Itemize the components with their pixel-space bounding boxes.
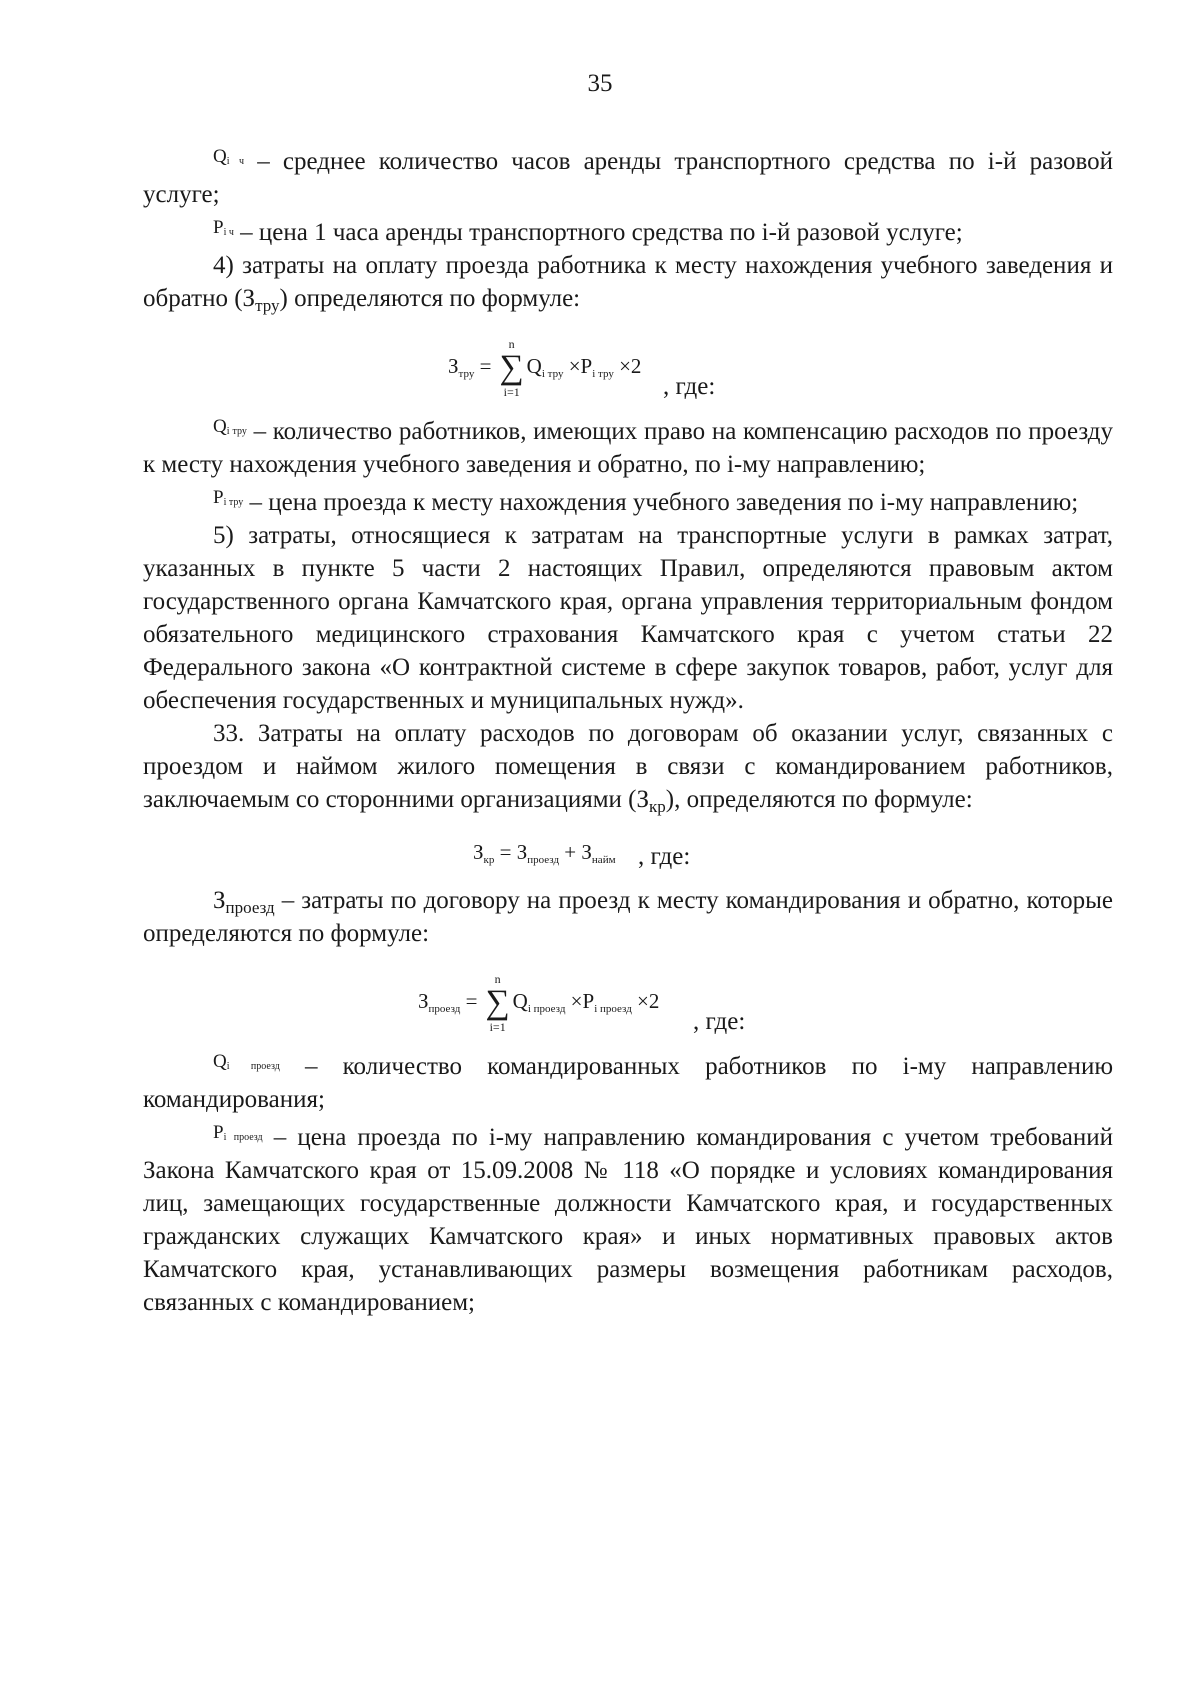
item-4-paragraph: 4) затраты на оплату проезда работника к месту нахождения учебного заведения и обратно $(З_{тру})$ определяются по формуле: xyxy=(143,252,1113,315)
sum-symbol: n ∑ i=1 xyxy=(499,337,524,400)
definition-q-tru: $^{Q_{i тру}}$ – количество работников, имеющих право на компенсацию расходов по проезду к месту нахождения учебного заведения и обратно, по i-му направлению; xyxy=(143,416,1113,478)
symbol: Qi ч xyxy=(213,146,244,167)
document-body xyxy=(143,140,1113,1319)
clause-33-paragraph: 33. Затраты на оплату расходов по договорам об оказании услуг, связанных с проездом и наймом жилого помещения в связи с командированием работников, заключаемым со сторонними организациями $(З_{кр})$, определяются по формуле: xyxy=(143,720,1113,816)
formula-travel-cost: Зпроезд = n ∑ i=1 Qi проезд ×Pi проезд ×2 , где: xyxy=(143,950,1113,1045)
definition-p-proezd: $^{P_{i проезд}}$ – цена проезда по i-му направлению командирования с учетом требований Закона Камчатского края от 15.09.2008 № 118 «О порядке и условиях командирования лиц, замещающих государственные должности Камчатского края, и государственных гражданских служащих Камчатского края» и иных нормативных правовых актов Камчатского края, устанавливающих размеры возмещения работникам расходов, связанных с командированием; xyxy=(143,1122,1114,1316)
formula-where: , где: xyxy=(638,843,691,870)
definition-p-tru: $^{P_{i тру}}$ – цена проезда к месту нахождения учебного заведения по i-му направлению; xyxy=(213,487,1079,516)
item-5-paragraph: 5) затраты, относящиеся к затратам на транспортные услуги в рамках затрат, указанных в пункте 5 части 2 настоящих Правил, определяются правовым актом государственного органа Камчатского края, органа управления территориальным фондом обязательного медицинского страхования Камчатского края с учетом статьи 22 Федерального закона «О контрактной системе в сфере закупок товаров, работ, услуг для обеспечения государственных и муниципальных нужд». xyxy=(143,522,1113,714)
formula-where: , где: xyxy=(693,1008,746,1035)
formula-business-trip-total: Зкр = Зпроезд + Знайм , где: xyxy=(143,816,1113,884)
definition-q-hour: $^{Q_{i ч}}$ – среднее количество часов аренды транспортного средства по i-й разовой услуге; xyxy=(143,146,1113,208)
page-number: 35 xyxy=(587,70,613,97)
symbol: Qi тру xyxy=(213,416,247,437)
symbol: Pi ч xyxy=(213,217,234,238)
formula-where: , где: xyxy=(663,373,716,400)
definition-q-proezd: $^{Q_{i проезд}}$ – количество командированных работников по i-му направлению командирования; xyxy=(143,1051,1113,1113)
definition-p-hour: $^{P_{i ч}}$ – цена 1 часа аренды транспортного средства по i-й разовой услуге; xyxy=(213,217,963,246)
sum-symbol: n ∑ i=1 xyxy=(485,972,510,1035)
symbol: Qi проезд xyxy=(213,1051,280,1072)
formula-training-travel: Зтру = n ∑ i=1 Qi тру ×Pi тру ×2 , где: xyxy=(143,315,1113,410)
symbol: Pi тру xyxy=(213,487,244,508)
definition-z-proezd: $З_{проезд}$ – затраты по договору на проезд к месту командирования и обратно, которые определяются по формуле: xyxy=(143,887,1113,947)
symbol: Pi проезд xyxy=(213,1122,263,1143)
